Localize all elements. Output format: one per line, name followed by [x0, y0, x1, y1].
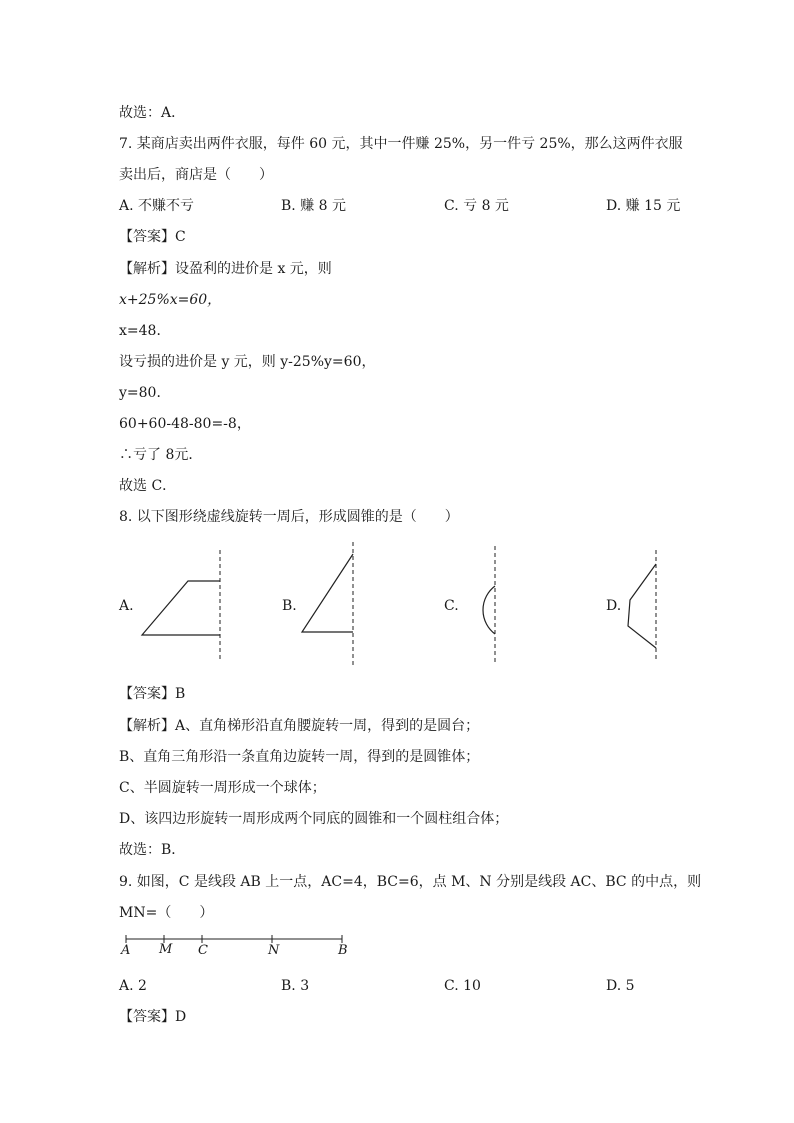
q8-fig-c-label: C. — [444, 598, 459, 614]
q9-answer: 【答案】D — [119, 1009, 187, 1025]
q7-option-c: C. 亏 8 元 — [444, 198, 509, 214]
q9-option-c: C. 10 — [444, 978, 481, 994]
q7-analysis-2: x+25%x=60， — [119, 292, 222, 308]
q7-analysis-7: ∴亏了 8元． — [119, 447, 203, 463]
q7-option-d: D. 赚 15 元 — [606, 198, 681, 214]
q9-stem-line1: 9. 如图，C 是线段 AB 上一点，AC=4，BC=6，点 M、N 分别是线段 AC、BC 的中点，则 — [119, 874, 702, 890]
q8-figure-a-trapezoid — [136, 550, 232, 662]
q7-analysis-8: 故选 C． — [119, 478, 177, 494]
q9-point-c: C — [198, 943, 208, 958]
q9-segment-figure — [120, 934, 352, 950]
q7-stem-line1: 7. 某商店卖出两件衣服，每件 60 元，其中一件赚 25%，另一件亏 25%，那么这两件衣服 — [119, 136, 683, 152]
q8-analysis-1: 【解析】A、直角梯形沿直角腰旋转一周，得到的是圆台； — [119, 718, 480, 734]
q8-analysis-5: 故选：B． — [119, 842, 186, 858]
q7-stem-line2: 卖出后，商店是（ ） — [119, 167, 273, 183]
q9-option-b: B. 3 — [281, 978, 310, 994]
q7-analysis-1: 【解析】设盈利的进价是 x 元，则 — [119, 261, 332, 277]
q8-figure-d-quadrilateral — [622, 550, 662, 662]
q7-analysis-3: x=48． — [119, 323, 171, 339]
q8-analysis-4: D、该四边形旋转一周形成两个同底的圆锥和一个圆柱组合体； — [119, 811, 509, 827]
q9-point-n: N — [268, 943, 280, 958]
q7-analysis-5: y=80． — [119, 385, 171, 401]
q7-option-b: B. 赚 8 元 — [281, 198, 346, 214]
q9-option-d: D. 5 — [606, 978, 635, 994]
q7-analysis-6: 60+60-48-80=-8， — [119, 416, 251, 432]
q7-option-a: A. 不赚不亏 — [119, 198, 195, 214]
q7-analysis-4: 设亏损的进价是 y 元，则 y-25%y=60， — [119, 354, 376, 370]
q8-answer: 【答案】B — [119, 686, 186, 702]
q7-answer: 【答案】C — [119, 229, 186, 245]
q8-figure-b-triangle — [296, 540, 360, 668]
q8-analysis-3: C、半圆旋转一周形成一个球体； — [119, 780, 326, 796]
q9-stem-line2: MN=（ ） — [119, 905, 214, 921]
q8-fig-a-label: A. — [119, 598, 134, 614]
q8-fig-b-label: B. — [282, 598, 297, 614]
q9-point-b: B — [338, 943, 348, 958]
q9-option-a: A. 2 — [119, 978, 147, 994]
q8-stem: 8. 以下图形绕虚线旋转一周后，形成圆锥的是（ ） — [119, 509, 459, 525]
q8-fig-d-label: D. — [606, 598, 622, 614]
prev-conclusion: 故选：A． — [119, 105, 186, 121]
q9-point-a: A — [121, 943, 131, 958]
q8-figure-c-semicircle — [458, 544, 502, 664]
q9-point-m: M — [159, 942, 173, 957]
q8-analysis-2: B、直角三角形沿一条直角边旋转一周，得到的是圆锥体； — [119, 749, 480, 765]
